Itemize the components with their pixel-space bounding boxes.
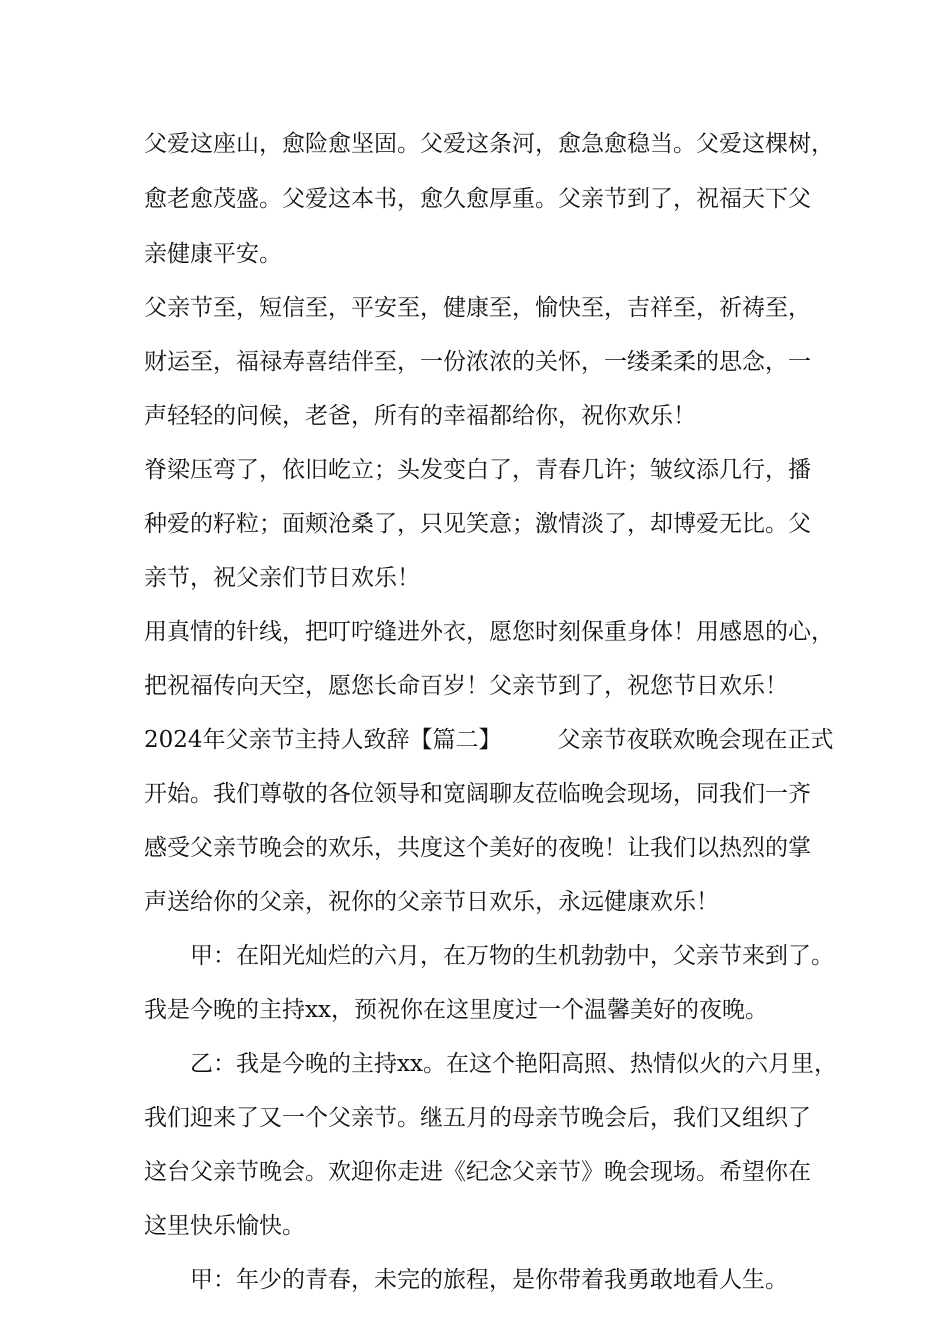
text-line: 声送给你的父亲，祝你的父亲节日欢乐，永远健康欢乐！ — [144, 889, 719, 915]
text-line: 父爱这座山，愈险愈坚固。父爱这条河，愈急愈稳当。父爱这棵树， — [144, 131, 834, 157]
text-line: 脊梁压弯了，依旧屹立；头发变白了，青春几许；皱纹添几行，播 — [144, 457, 811, 483]
text-line: 这台父亲节晚会。欢迎你走进《纪念父亲节》晚会现场。希望你在 — [144, 1159, 811, 1185]
document-body — [144, 127, 837, 1297]
text-line: 乙：我是今晚的主持xx。在这个艳阳高照、热情似火的六月里， — [190, 1051, 837, 1077]
section-heading-line — [144, 723, 834, 757]
text-line: 感受父亲节晚会的欢乐，共度这个美好的夜晚！让我们以热烈的掌 — [144, 835, 811, 861]
text-line: 亲健康平安。 — [144, 241, 282, 267]
text-line: 财运至，福禄寿喜结伴至，一份浓浓的关怀，一缕柔柔的思念，一 — [144, 349, 811, 375]
text-line: 我是今晚的主持xx，预祝你在这里度过一个温馨美好的夜晚。 — [144, 997, 768, 1023]
text-line: 亲节，祝父亲们节日欢乐！ — [144, 565, 420, 591]
text-line: 甲：年少的青春，未完的旅程，是你带着我勇敢地看人生。 — [190, 1267, 788, 1293]
text-line: 甲：在阳光灿烂的六月，在万物的生机勃勃中，父亲节来到了。 — [190, 943, 834, 969]
text-line: 愈老愈茂盛。父爱这本书，愈久愈厚重。父亲节到了，祝福天下父 — [144, 186, 811, 212]
text-line: 种爱的籽粒；面颊沧桑了，只见笑意；激情淡了，却博爱无比。父 — [144, 511, 811, 537]
text-line: 声轻轻的问候，老爸，所有的幸福都给你，祝你欢乐！ — [144, 403, 696, 429]
text-line: 父亲节至，短信至，平安至，健康至，愉快至，吉祥至，祈祷至， — [144, 295, 811, 321]
section-heading: 2024年父亲节主持人致辞【篇二】 — [144, 727, 502, 753]
text-span: 父亲节夜联欢晚会现在正式 — [557, 727, 834, 753]
text-line: 我们迎来了又一个父亲节。继五月的母亲节晚会后，我们又组织了 — [144, 1105, 811, 1131]
text-line: 把祝福传向天空，愿您长命百岁！父亲节到了，祝您节日欢乐！ — [144, 673, 788, 699]
text-line: 用真情的针线，把叮咛缝进外衣，愿您时刻保重身体！用感恩的心， — [144, 619, 834, 645]
text-line: 这里快乐愉快。 — [144, 1213, 305, 1239]
text-line: 开始。我们尊敬的各位领导和宽阔聊友莅临晚会现场，同我们一齐 — [144, 781, 811, 807]
